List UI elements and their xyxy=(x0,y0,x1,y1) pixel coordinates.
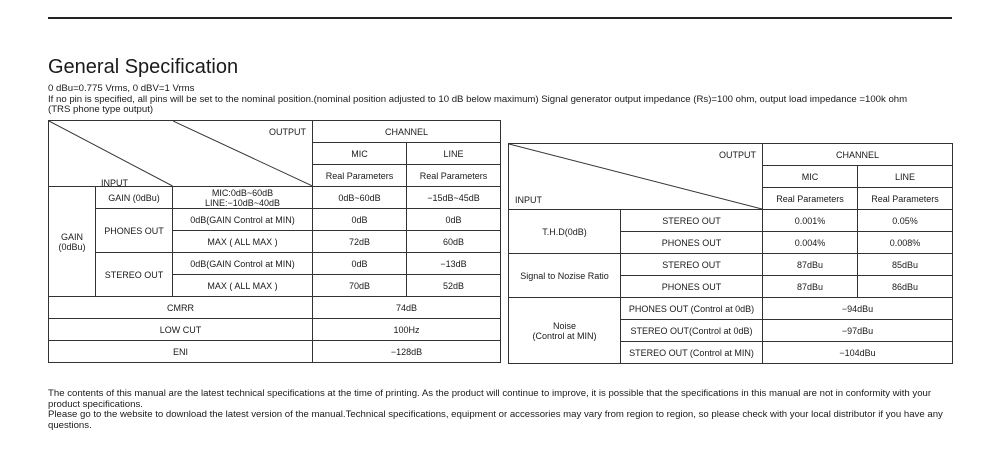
thd-r2-line: 0.008% xyxy=(858,232,953,254)
phones-r2-mic: 72dB xyxy=(313,231,407,253)
header-diagonal-cell-2 xyxy=(509,144,763,210)
stereo-r1-line: −13dB xyxy=(407,253,501,275)
mic-header-2: MIC xyxy=(763,166,858,188)
mic-header: MIC xyxy=(313,143,407,165)
output-label-2: OUTPUT xyxy=(719,150,756,160)
diagonal-line xyxy=(49,121,173,186)
phones-r2-cond: MAX ( ALL MAX ) xyxy=(173,231,313,253)
note-line-1: 0 dBu=0.775 Vrms, 0 dBV=1 Vrms xyxy=(48,83,195,94)
gain-row-mic: 0dB~60dB xyxy=(313,187,407,209)
eni-label: ENI xyxy=(49,341,313,363)
real-params-line-2: Real Parameters xyxy=(858,188,953,210)
note-line-2: If no pin is specified, all pins will be set to the nominal position.(nominal position adjusted to 10 dB below maximum) Signal generator output impedance (Rs)=100 ohm, output load impedance =100k ohm (TRS phone type output) xyxy=(48,93,908,115)
noise-r3-value: −104dBu xyxy=(763,342,953,364)
spec-table-noise xyxy=(508,143,953,364)
stereo-r1-mic: 0dB xyxy=(313,253,407,275)
stereo-r2-mic: 70dB xyxy=(313,275,407,297)
thd-r1-line: 0.05% xyxy=(858,210,953,232)
phones-r1-cond: 0dB(GAIN Control at MIN) xyxy=(173,209,313,231)
phones-r1-line: 0dB xyxy=(407,209,501,231)
snr-r1-line: 85dBu xyxy=(858,254,953,276)
page-title: General Specification xyxy=(48,56,239,78)
stereo-r1-cond: 0dB(GAIN Control at MIN) xyxy=(173,253,313,275)
input-label: INPUT xyxy=(101,178,128,188)
snr-label: Signal to Nozise Ratio xyxy=(509,254,621,298)
noise-r1-cond: PHONES OUT (Control at 0dB) xyxy=(621,298,763,320)
noise-r2-cond: STEREO OUT(Control at 0dB) xyxy=(621,320,763,342)
noise-r1-value: −94dBu xyxy=(763,298,953,320)
noise-label: Noise (Control at MIN) xyxy=(509,298,621,364)
spec-notes xyxy=(48,84,908,116)
cmrr-value: 74dB xyxy=(313,297,501,319)
noise-r2-value: −97dBu xyxy=(763,320,953,342)
thd-r1-mic: 0.001% xyxy=(763,210,858,232)
line-header-2: LINE xyxy=(858,166,953,188)
footer-line-1: The contents of this manual are the latest technical specifications at the time of printing. As the product will continue to improve, it is possible that the specifications in this manual are not in conformity with your product specifications. xyxy=(48,388,932,410)
thd-r1-cond: STEREO OUT xyxy=(621,210,763,232)
gain-group-label: GAIN (0dBu) xyxy=(49,187,96,297)
top-rule xyxy=(48,17,952,19)
channel-header: CHANNEL xyxy=(313,121,501,143)
low-cut-label: LOW CUT xyxy=(49,319,313,341)
gain-row-cond: MIC:0dB~60dB LINE:−10dB~40dB xyxy=(173,187,313,209)
snr-r1-mic: 87dBu xyxy=(763,254,858,276)
output-label: OUTPUT xyxy=(269,127,306,137)
channel-header-2: CHANNEL xyxy=(763,144,953,166)
stereo-out-label: STEREO OUT xyxy=(96,253,173,297)
noise-r3-cond: STEREO OUT (Control at MIN) xyxy=(621,342,763,364)
footer-line-2: Please go to the website to download the latest version of the manual.Technical specifications, equipment or accessories may vary from region to region, so please check with your local distributor if you have any questions. xyxy=(48,409,943,431)
gain-row-label: GAIN (0dBu) xyxy=(96,187,173,209)
phones-r1-mic: 0dB xyxy=(313,209,407,231)
phones-out-label: PHONES OUT xyxy=(96,209,173,253)
header-output-cell xyxy=(173,121,313,187)
input-label-2: INPUT xyxy=(515,195,542,205)
stereo-r2-line: 52dB xyxy=(407,275,501,297)
line-header: LINE xyxy=(407,143,501,165)
thd-r2-cond: PHONES OUT xyxy=(621,232,763,254)
real-params-line: Real Parameters xyxy=(407,165,501,187)
eni-value: −128dB xyxy=(313,341,501,363)
thd-label: T.H.D(0dB) xyxy=(509,210,621,254)
real-params-mic-2: Real Parameters xyxy=(763,188,858,210)
header-diagonal-cell xyxy=(49,121,173,187)
snr-r2-mic: 87dBu xyxy=(763,276,858,298)
stereo-r2-cond: MAX ( ALL MAX ) xyxy=(173,275,313,297)
phones-r2-line: 60dB xyxy=(407,231,501,253)
footer-disclaimer xyxy=(48,389,948,431)
gain-row-line: −15dB~45dB xyxy=(407,187,501,209)
low-cut-value: 100Hz xyxy=(313,319,501,341)
snr-r2-line: 86dBu xyxy=(858,276,953,298)
cmrr-label: CMRR xyxy=(49,297,313,319)
real-params-mic: Real Parameters xyxy=(313,165,407,187)
spec-table-gain xyxy=(48,120,501,363)
thd-r2-mic: 0.004% xyxy=(763,232,858,254)
snr-r2-cond: PHONES OUT xyxy=(621,276,763,298)
snr-r1-cond: STEREO OUT xyxy=(621,254,763,276)
